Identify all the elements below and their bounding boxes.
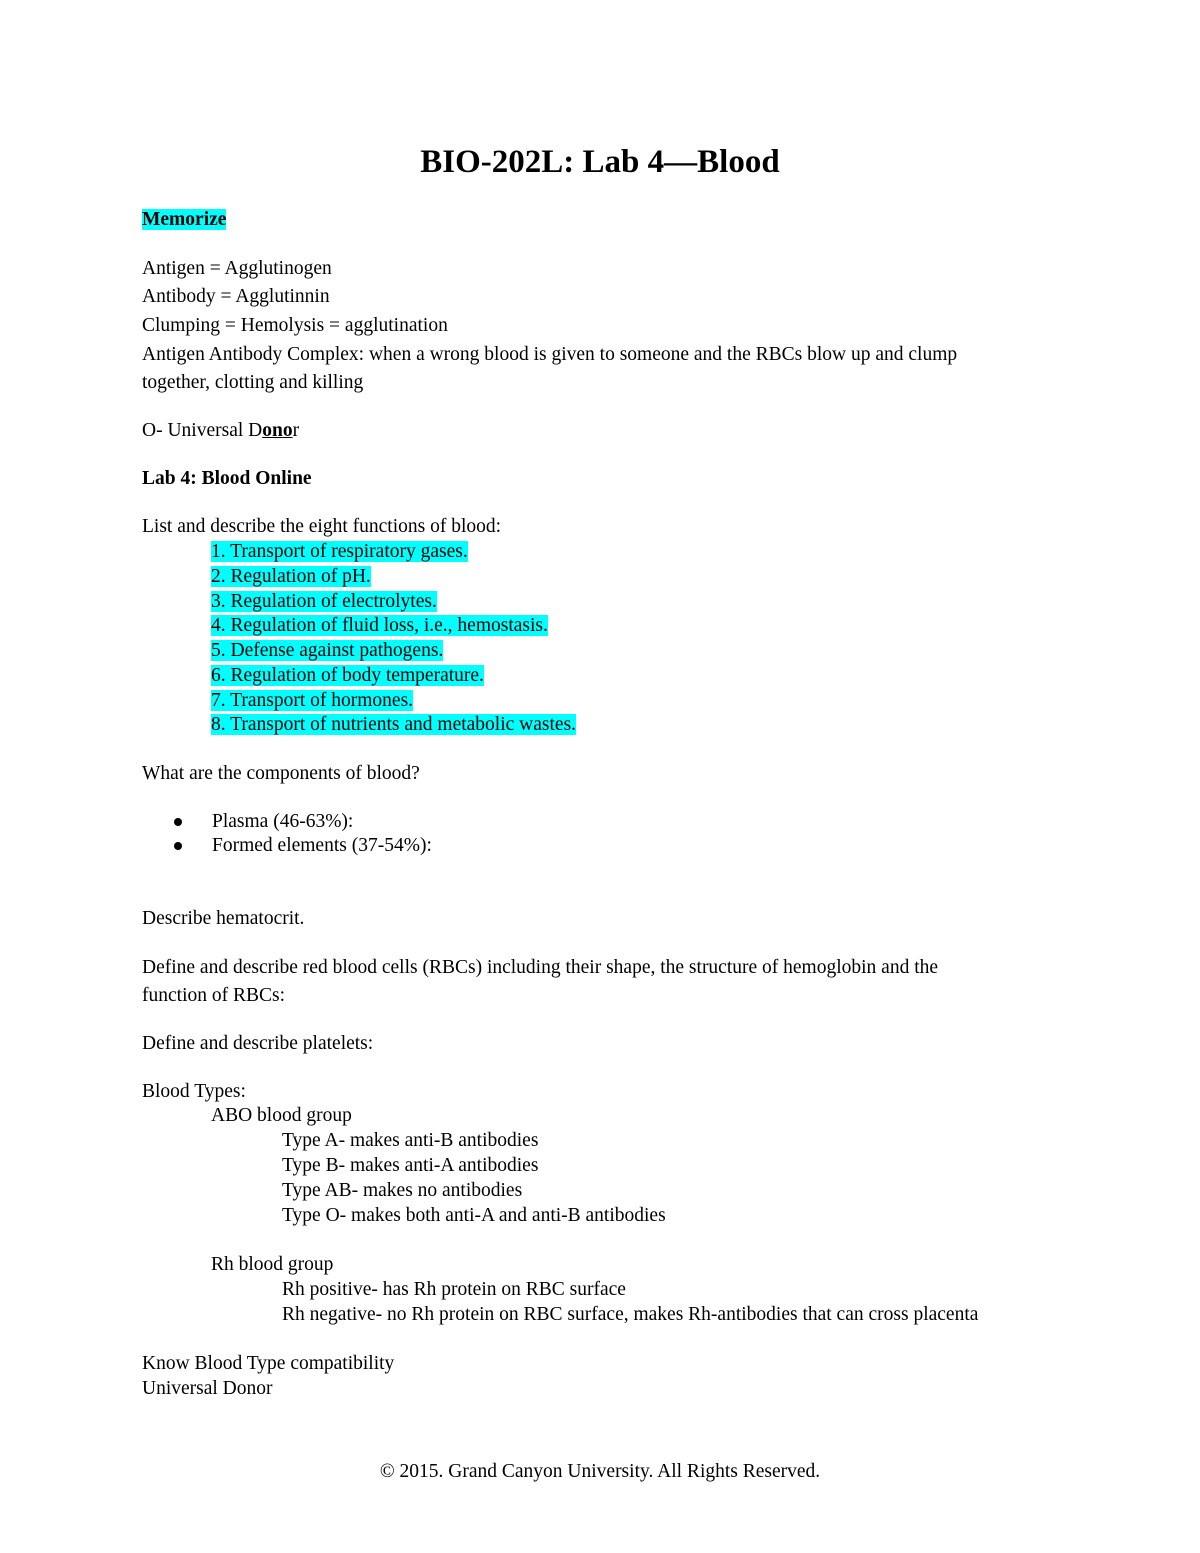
rbc-question: Define and describe red blood cells (RBCs) including their shape, the structure of hemoglobin and the: [142, 957, 939, 978]
function-item-text: 5. Defense against pathogens.: [211, 640, 444, 661]
platelets-question: Define and describe platelets:: [142, 1033, 374, 1054]
components-bullet: Plasma (46-63%):: [212, 811, 354, 832]
compat-line: Know Blood Type compatibility: [142, 1353, 395, 1374]
compat-line: Universal Donor: [142, 1378, 273, 1399]
abo-item: Type A- makes anti-B antibodies: [282, 1130, 539, 1151]
memorize-line: Antibody = Agglutinnin: [142, 286, 330, 307]
memorize-line: Clumping = Hemolysis = agglutination: [142, 315, 448, 336]
universal-donor-suffix: r: [292, 420, 300, 441]
function-item: [211, 539, 468, 565]
memorize-line: together, clotting and killing: [142, 372, 364, 393]
lab-heading: Lab 4: Blood Online: [142, 468, 312, 489]
function-item: [211, 712, 576, 738]
page-title: BIO-202L: Lab 4—Blood: [420, 144, 780, 180]
blood-types-heading: Blood Types:: [142, 1081, 246, 1102]
function-item: [211, 589, 437, 615]
components-question: What are the components of blood?: [142, 763, 420, 784]
rbc-question: function of RBCs:: [142, 985, 286, 1006]
universal-donor-underlined: on: [262, 420, 283, 441]
function-item-text: 6. Regulation of body temperature.: [211, 665, 484, 686]
function-item: [211, 613, 548, 639]
function-item-text: 1. Transport of respiratory gases.: [211, 541, 468, 562]
abo-item: Type AB- makes no antibodies: [282, 1180, 523, 1201]
function-item-text: 4. Regulation of fluid loss, i.e., hemostasis.: [211, 615, 548, 636]
abo-group-label: ABO blood group: [211, 1105, 352, 1126]
function-item-text: 3. Regulation of electrolytes.: [211, 591, 437, 612]
function-item: [211, 638, 443, 664]
abo-item: Type O- makes both anti-A and anti-B antibodies: [282, 1205, 666, 1226]
function-item: [211, 663, 484, 689]
rh-group-label: Rh blood group: [211, 1254, 334, 1275]
function-item-text: 2. Regulation of pH.: [211, 566, 371, 587]
copyright-footer: © 2015. Grand Canyon University. All Rights Reserved.: [379, 1461, 821, 1482]
memorize-heading: [142, 207, 226, 233]
abo-item: Type B- makes anti-A antibodies: [282, 1155, 539, 1176]
function-item: [211, 688, 413, 714]
components-bullet: Formed elements (37-54%):: [212, 835, 432, 856]
universal-donor-underlined: o: [282, 420, 293, 441]
hematocrit-question: Describe hematocrit.: [142, 908, 305, 929]
functions-question: List and describe the eight functions of blood:: [142, 516, 502, 537]
memorize-heading-text: Memorize: [142, 209, 227, 230]
rh-item: Rh negative- no Rh protein on RBC surface, makes Rh-antibodies that can cross placenta: [282, 1304, 979, 1325]
universal-donor-line: [142, 418, 299, 444]
bullet-icon: [174, 842, 182, 850]
function-item-text: 8. Transport of nutrients and metabolic wastes.: [211, 714, 577, 735]
memorize-line: Antigen = Agglutinogen: [142, 258, 332, 279]
memorize-line: Antigen Antibody Complex: when a wrong blood is given to someone and the RBCs blow up and clump: [142, 344, 958, 365]
universal-donor-prefix: O- Universal D: [142, 420, 263, 441]
bullet-icon: [174, 818, 182, 826]
rh-item: Rh positive- has Rh protein on RBC surface: [282, 1279, 626, 1300]
function-item-text: 7. Transport of hormones.: [211, 690, 414, 711]
function-item: [211, 564, 371, 590]
